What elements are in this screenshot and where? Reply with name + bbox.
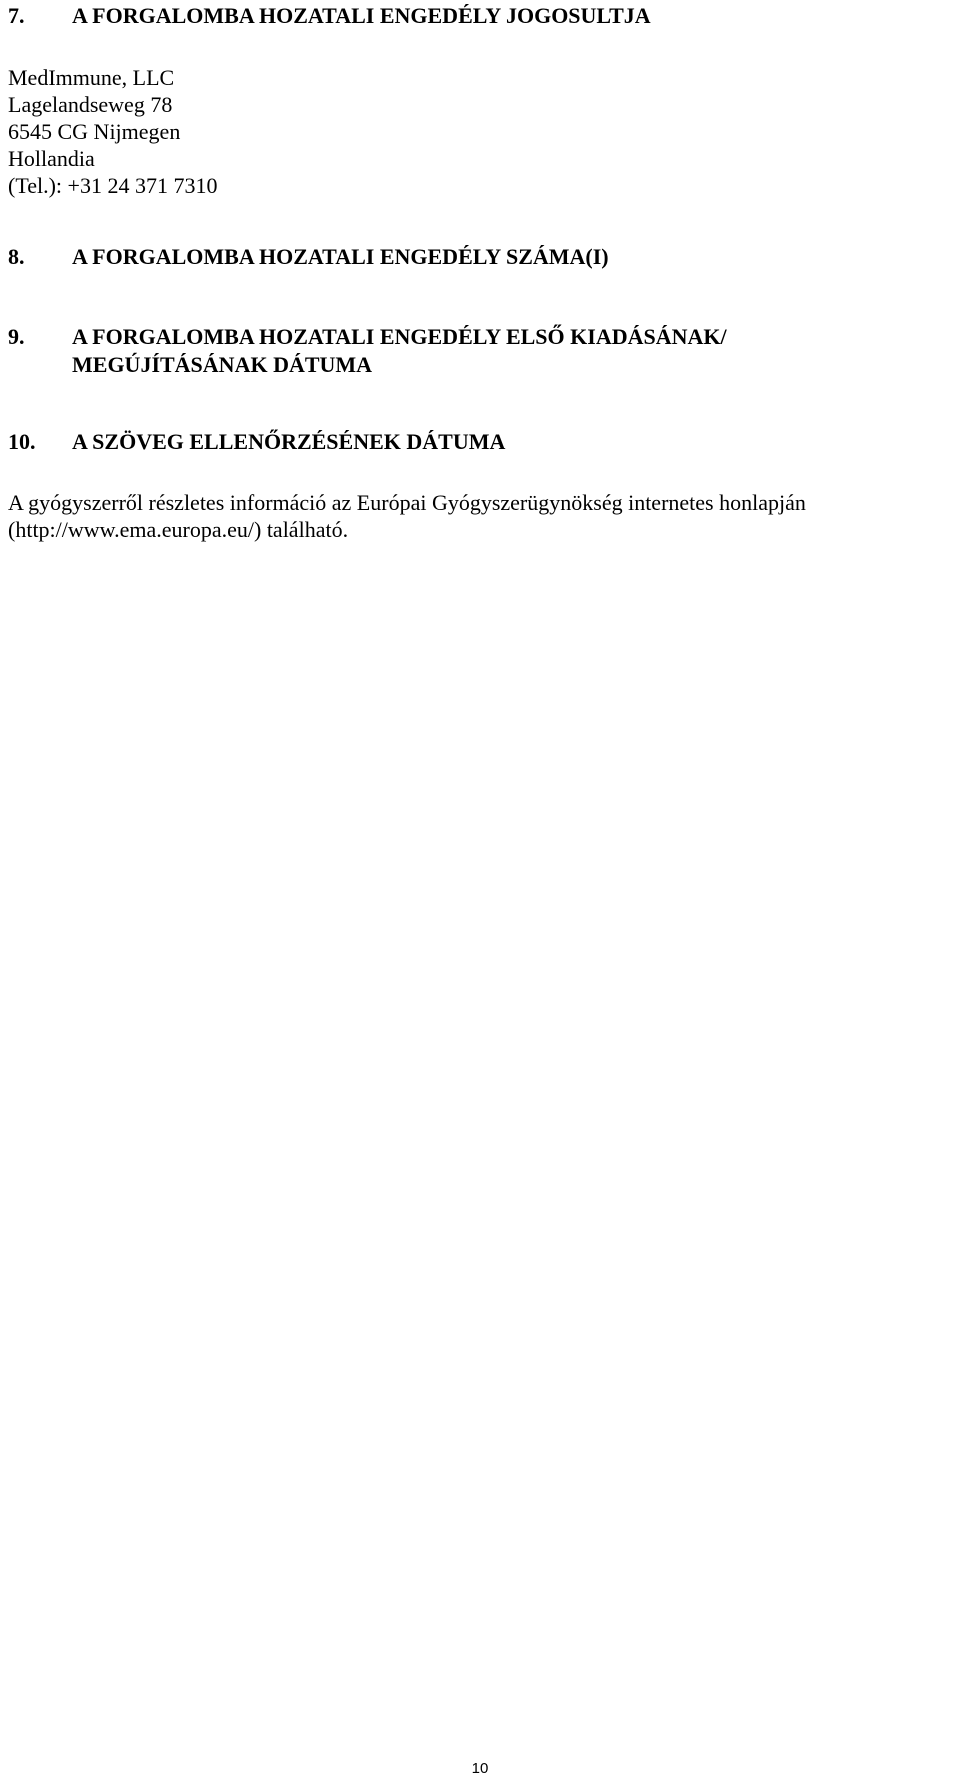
section-10-heading [8,428,505,456]
page-number: 10 [471,1760,489,1777]
holder-street: Lagelandseweg 78 [8,92,173,117]
section-9-heading [8,323,727,379]
holder-name: MedImmune, LLC [8,65,175,90]
section-10-title: A SZÖVEG ELLENŐRZÉSÉNEK DÁTUMA [72,429,506,454]
section-9-number: 9. [8,324,25,349]
holder-phone: (Tel.): +31 24 371 7310 [8,173,218,198]
section-7-title: A FORGALOMBA HOZATALI ENGEDÉLY JOGOSULTJA [72,3,651,28]
section-9-title-line-2: MEGÚJÍTÁSÁNAK DÁTUMA [72,352,373,377]
section-9-title-line-1: A FORGALOMBA HOZATALI ENGEDÉLY ELSŐ KIADÁSÁNAK/ [72,324,727,349]
section-8-number: 8. [8,244,25,269]
section-8-title: A FORGALOMBA HOZATALI ENGEDÉLY SZÁMA(I) [72,244,609,269]
section-10-number: 10. [8,429,36,454]
info-text-line-2: (http://www.ema.europa.eu/) található. [8,517,349,542]
holder-city: 6545 CG Nijmegen [8,119,181,144]
section-7-number: 7. [8,3,25,28]
section-7-heading [8,2,651,30]
section-8-heading [8,243,609,271]
info-text-line-1: A gyógyszerről részletes információ az Európai Gyógyszerügynökség internetes honlapján [8,490,806,515]
holder-country: Hollandia [8,146,95,171]
